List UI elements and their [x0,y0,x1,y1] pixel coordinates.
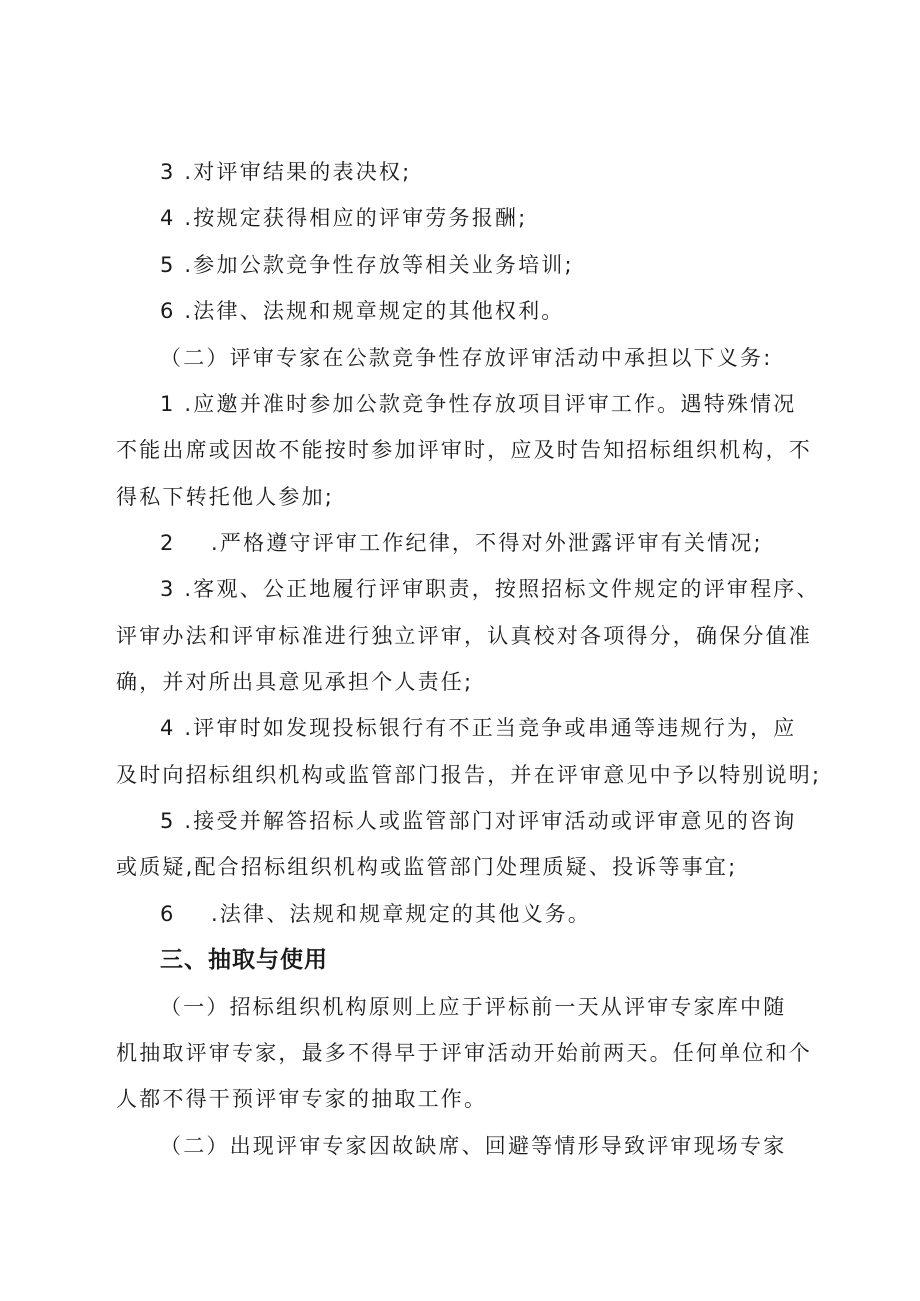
obligation-item-4-cont: 及时向招标组织机构或监管部门报告，并在评审意见中予以特别说明; [116,763,822,787]
section-heading: 三、抽取与使用 [160,947,328,973]
selection-para-1-cont: 机抽取评审专家，最多不得早于评审活动开始前两天。任何单位和个 [116,1041,812,1065]
obligation-item-1-cont: 不能出席或因故不能按时参加评审时，应及时告知招标组织机构，不 [116,438,812,462]
obligation-item-3-cont: 确，并对所出具意见承担个人责任; [116,670,474,694]
obligation-item-3: 3 .客观、公正地履行评审职责，按照招标文件规定的评审程序、 [160,577,820,601]
obligation-item-5: 5 .接受并解答招标人或监管部门对评审活动或评审意见的咨询 [160,809,797,833]
selection-para-2: （二）出现评审专家因故缺席、回避等情形导致评审现场专家 [160,1134,787,1158]
obligation-item-3-cont: 评审办法和评审标准进行独立评审，认真校对各项得分，确保分值准 [116,624,812,648]
selection-para-1: （一）招标组织机构原则上应于评标前一天从评审专家库中随 [160,995,787,1019]
obligation-item-1: 1 .应邀并准时参加公款竞争性存放项目评审工作。遇特殊情况 [160,392,797,416]
rights-item-3: 3 .对评审结果的表决权; [160,160,412,184]
rights-item-5: 5 .参加公款竞争性存放等相关业务培训; [160,253,574,277]
obligation-item-2: 2 .严格遵守评审工作纪律，不得对外泄露评审有关情况; [160,531,763,555]
obligations-intro: （二）评审专家在公款竞争性存放评审活动中承担以下义务: [160,346,773,370]
obligation-item-1-cont: 得私下转托他人参加; [116,485,335,509]
obligation-item-4: 4 .评审时如发现投标银行有不正当竞争或串通等违规行为，应 [160,716,797,740]
rights-item-6: 6 .法律、法规和规章规定的其他权利。 [160,299,565,323]
obligation-item-6: 6 .法律、法规和规章规定的其他义务。 [160,902,592,926]
selection-para-1-cont: 人都不得干预评审专家的抽取工作。 [116,1087,488,1111]
rights-item-4: 4 .按规定获得相应的评审劳务报酬; [160,206,528,230]
obligation-item-5-cont: 或质疑,配合招标组织机构或监管部门处理质疑、投诉等事宜; [116,855,738,879]
